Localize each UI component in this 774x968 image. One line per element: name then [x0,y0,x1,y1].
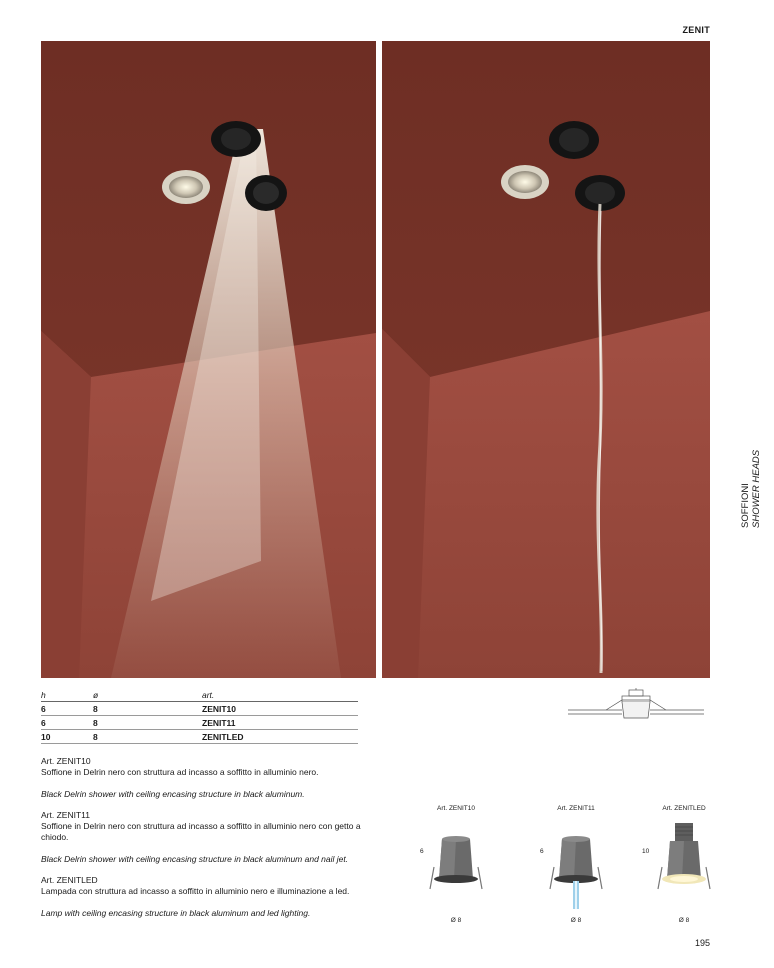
technical-section-drawing [566,684,706,729]
cell-diameter: 8 [93,716,202,730]
cell-height: 10 [41,730,93,744]
cell-height: 6 [41,716,93,730]
desc-en-zenit11: Black Delrin shower with ceiling encasing structure in black aluminum and nail jet. [41,854,349,864]
product-zenit11 [540,805,612,925]
cell-height: 6 [41,702,93,716]
photo-zenit10-spray [41,41,376,678]
desc-title-zenit10: Art. ZENIT10 [41,756,91,766]
desc-title-zenitled: Art. ZENITLED [41,875,98,885]
desc-it-zenit10: Soffione in Delrin nero con struttura ad incasso a soffitto in alluminio nero. [41,767,319,777]
spec-table-header [41,688,358,702]
cell-diameter: 8 [93,730,202,744]
desc-en-zenitled: Lamp with ceiling encasing structure in black aluminum and led lighting. [41,908,311,918]
col-height: h [41,688,93,702]
side-category-label [740,448,760,528]
desc-en-zenit10: Black Delrin shower with ceiling encasing structure in black aluminum. [41,789,305,799]
photo-zenit11-jet [382,41,710,678]
desc-it-zenitled: Lampada con struttura ad incasso a soffitto in alluminio nero e illuminazione a led. [41,886,350,896]
product-label: Art. ZENIT11 [557,805,595,812]
cell-article: ZENIT11 [202,716,358,730]
table-row [41,716,358,730]
product-diameter: Ø 8 [678,917,690,924]
cell-article: ZENITLED [202,730,358,744]
cell-diameter: 8 [93,702,202,716]
cell-article: ZENIT10 [202,702,358,716]
table-row [41,730,358,744]
product-diameter: Ø 8 [570,917,582,924]
col-diameter: ø [93,688,202,702]
product-zenit10 [420,805,492,925]
page-number: 195 [694,938,710,948]
product-zenitled [642,805,720,925]
spec-table [41,688,358,744]
product-descriptions [41,756,361,919]
brand-header: ZENIT [682,25,710,35]
product-height: 10 [642,848,650,855]
product-label: Art. ZENIT10 [437,805,475,812]
desc-title-zenit11: Art. ZENIT11 [41,810,90,820]
table-row [41,702,358,716]
side-label-it: SOFFIONI [740,483,751,528]
col-article: art. [202,688,358,702]
product-height: 6 [420,848,424,855]
product-label: Art. ZENITLED [662,805,706,812]
product-height: 6 [540,848,544,855]
desc-it-zenit11: Soffione in Delrin nero con struttura ad incasso a soffitto in alluminio nero con getto a chiodo. [41,821,361,842]
product-diameter: Ø 8 [450,917,462,924]
side-label-en: SHOWER HEADS [751,449,762,528]
